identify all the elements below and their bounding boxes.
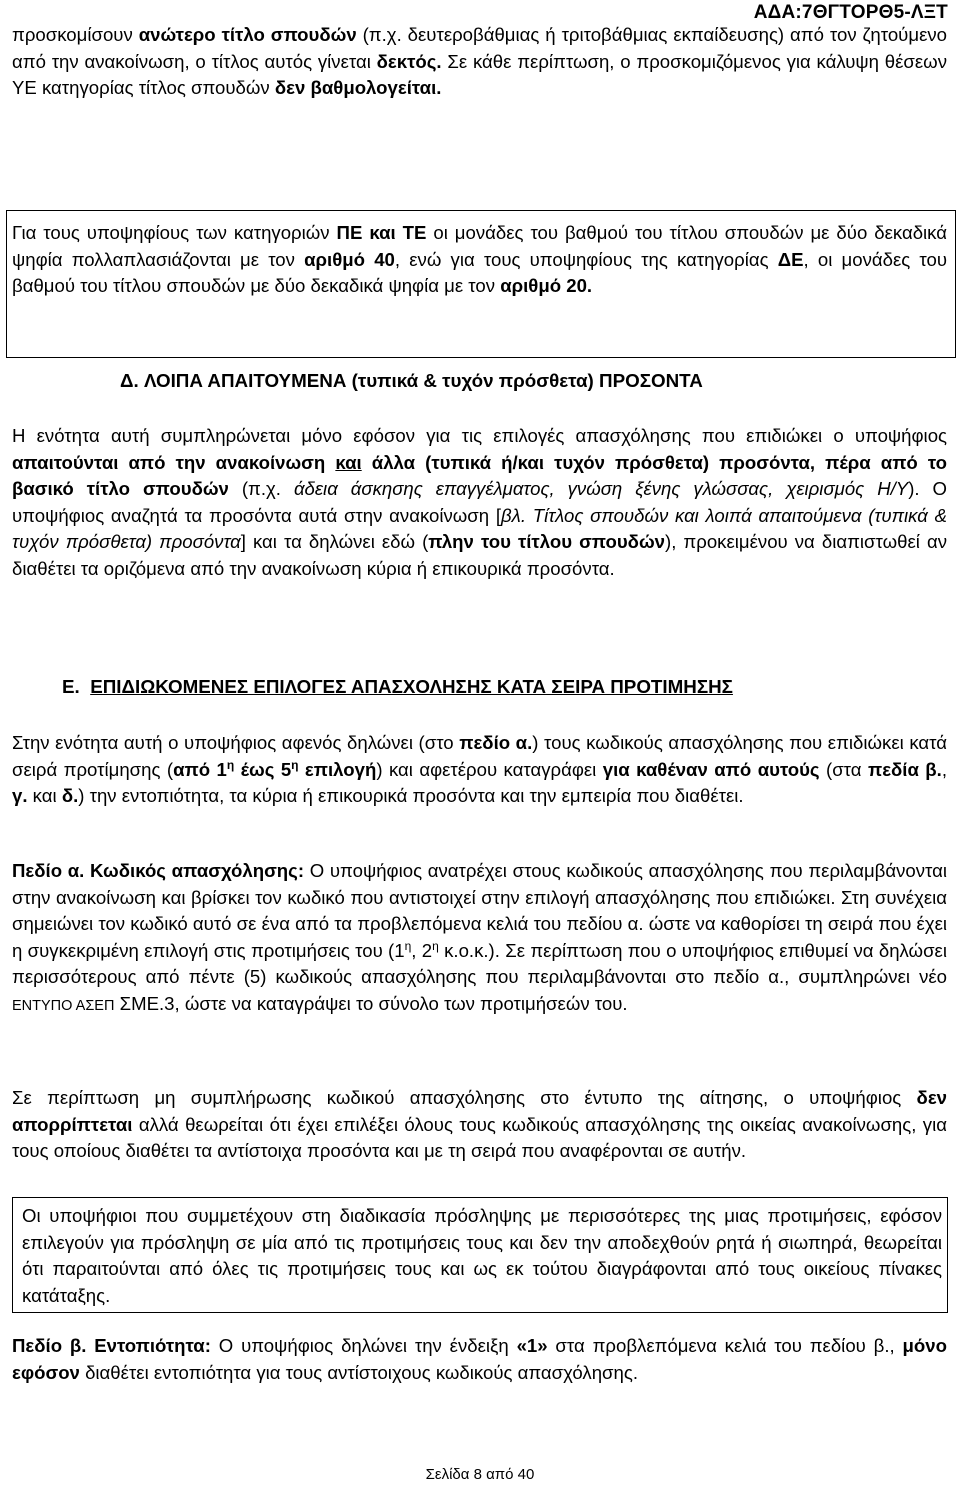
section-d-title: ΛΟΙΠΑ ΑΠΑΙΤΟΥΜΕΝΑ (τυπικά & τυχόν πρόσθετα) ΠΡΟΣΟΝΤΑ [143, 370, 703, 391]
grade-note-text: Για τους υποψηφίους των κατηγοριών ΠΕ και ΤΕ οι μονάδες του βαθμού του τίτλου σπουδών με δύο δεκαδικά ψηφία πολλαπλασιάζονται με τον αριθμό 40, ενώ για τους υποψηφίους της κατηγορίας ΔΕ, οι μονάδες του βαθμού του τίτλου σπουδών με δύο δεκαδικά ψηφία με τον αριθμό 20. [12, 222, 948, 297]
section-e-paragraph-1: Στην ενότητα αυτή ο υποψήφιος αφενός δηλώνει (στο πεδίο α.) τους κωδικούς απασχόλησης που επιδιώκει κατά σειρά προτίμησης (από $1^\eta$ έως $5^\eta$ επιλογή) και αφετέρου καταγράφει για καθέναν από αυτούς (στα πεδία β., γ. και δ.) την εντοπιότητα, τα κύρια ή επικουρικά προσόντα και την εμπειρία που διαθέτει. [12, 732, 947, 807]
document-code: ΑΔΑ:7ΘΓΤΟΡΘ5-ΛΞΤ [753, 2, 948, 23]
field-a-paragraph: Πεδίο α. Κωδικός απασχόλησης: Ο υποψήφιος ανατρέχει στους κωδικούς απασχόλησης που περιλαμβάνονται στην ανακοίνωση και βρίσκει τον κωδικό που αντιστοιχεί στην επιλογή απασχόλησης που επιδιώκει. Στη συνέχεια σημειώνει τον κωδικό αυτό σε ένα από τα προβλεπόμενα κελιά του πεδίου α. ώστε να καθορίσει τη σειρά που έχει η συγκεκριμένη επιλογή στις προτιμήσεις του ($1^\eta$, $2^\eta$ κ.ο.κ.). Σε περίπτωση που ο υποψήφιος επιθυμεί να δηλώσει περισσότερους από πέντε (5) κωδικούς απασχόλησης που περιλαμβάνονται στο πεδίο α., συμπληρώνει νέο ΕΝΤΥΠΟ ΑΣΕΠ ΣΜΕ.3, ώστε να καταγράψει το σύνολο των προτιμήσεών του. [12, 860, 947, 1014]
section-e-heading [62, 674, 733, 700]
preferences-note-text: Οι υποψήφιοι που συμμετέχουν στη διαδικασία πρόσληψης με περισσότερες της μιας προτιμήσεις, εφόσον επιλεγούν για πρόσληψη σε μία από τις προτιμήσεις τους και δεν την αποδεχθούν ρητά ή σιωπηρά, θεωρείται ότι παραιτούνται από όλες τις προτιμήσεις τους και ως εκ τούτου διαγράφονται από τους οικείους πίνακες κατάταξης. [22, 1205, 942, 1306]
section-d-heading [120, 368, 703, 394]
section-d-paragraph: Η ενότητα αυτή συμπληρώνεται μόνο εφόσον για τις επιλογές απασχόλησης που επιδιώκει ο υποψήφιος απαιτούνται από την ανακοίνωση και άλλα (τυπικά ή/και τυχόν πρόσθετα) προσόντα, πέρα από το βασικό τίτλο σπουδών (π.χ. άδεια άσκησης επαγγέλματος, γνώση ξένης γλώσσας, χειρισμός Η/Υ). Ο υποψήφιος αναζητά τα προσόντα αυτά στην ανακοίνωση [βλ. Τίτλος σπουδών και λοιπά απαιτούμενα (τυπικά & τυχόν πρόσθετα) προσόντα] και τα δηλώνει εδώ (πλην του τίτλου σπουδών), προκειμένου να διαπιστωθεί αν διαθέτει τα οριζόμενα από την ανακοίνωση κύρια ή επικουρικά προσόντα. [12, 425, 947, 579]
page-number: Σελίδα 8 από 40 [425, 1466, 535, 1483]
section-e-letter: Ε. [62, 676, 80, 697]
field-b-paragraph: Πεδίο β. Εντοπιότητα: Ο υποψήφιος δηλώνει την ένδειξη «1» στα προβλεπόμενα κελιά του πεδίου β., μόνο εφόσον διαθέτει εντοπιότητα για τους αντίστοιχους κωδικούς απασχόλησης. [12, 1335, 947, 1383]
section-e-title: ΕΠΙΔΙΩΚΟΜΕΝΕΣ ΕΠΙΛΟΓΕΣ ΑΠΑΣΧΟΛΗΣΗΣ ΚΑΤΑ ΣΕΙΡΑ ΠΡΟΤΙΜΗΣΗΣ [90, 676, 733, 697]
section-d-letter: Δ. [120, 370, 139, 391]
no-code-paragraph: Σε περίπτωση μη συμπλήρωσης κωδικού απασχόλησης στο έντυπο της αίτησης, ο υποψήφιος δεν απορρίπτεται αλλά θεωρείται ότι έχει επιλέξει όλους τους κωδικούς απασχόλησης της οικείας ανακοίνωσης, για τους οποίους διαθέτει τα αντίστοιχα προσόντα και με τη σειρά που αναφέρονται σε αυτήν. [12, 1087, 947, 1162]
intro-paragraph: προσκομίσουν ανώτερο τίτλο σπουδών (π.χ. δευτεροβάθμιας ή τριτοβάθμιας εκπαίδευσης) από τον ζητούμενο από την ανακοίνωση, ο τίτλος αυτός γίνεται δεκτός. Σε κάθε περίπτωση, ο προσκομιζόμενος για κάλυψη θέσεων ΥΕ κατηγορίας τίτλος σπουδών δεν βαθμολογείται. [12, 24, 947, 99]
